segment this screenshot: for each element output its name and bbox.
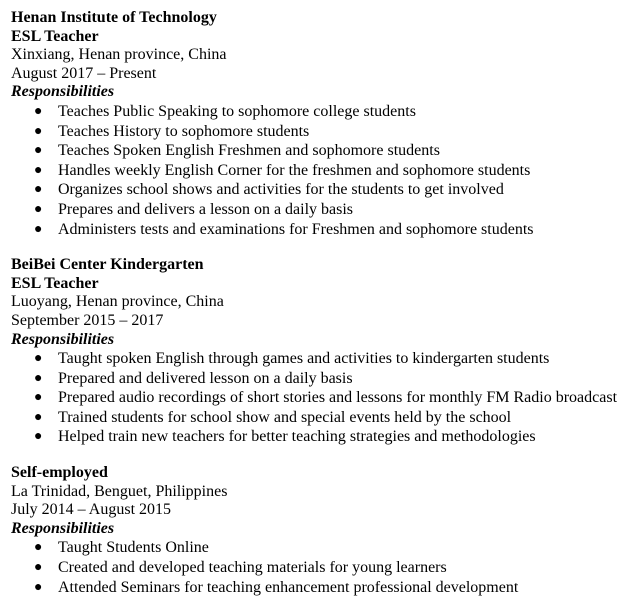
list-item [11,220,622,240]
bullet-icon: ● [34,221,43,237]
bullet-icon: ● [34,540,43,556]
job-location: Xinxiang, Henan province, China [11,46,227,64]
responsibility-text: Helped train new teachers for better teaching strategies and methodologies [58,428,536,446]
responsibility-text: Teaches Spoken English Freshmen and sophomore students [58,142,440,160]
responsibilities-list [11,538,622,597]
responsibility-text: Trained students for school show and special events held by the school [58,408,512,426]
job-dates: July 2014 – August 2015 [11,501,172,519]
bullet-icon: ● [34,351,43,367]
list-item [11,388,622,408]
bullet-icon: ● [34,390,43,406]
job-location: La Trinidad, Benguet, Philippines [11,482,228,500]
responsibility-text: Prepared and delivered lesson on a daily basis [58,369,353,387]
job-title: ESL Teacher [11,27,99,45]
list-item [11,538,622,558]
list-item [11,578,622,598]
responsibility-text: Taught Students Online [58,539,209,557]
list-item [11,161,622,181]
employer-name: Henan Institute of Technology [11,9,217,26]
responsibilities-heading: Responsibilities [11,330,115,348]
list-item [11,369,622,389]
bullet-icon: ● [34,143,43,159]
responsibility-text: Teaches History to sophomore students [58,122,310,140]
responsibilities-list [11,349,622,447]
employer-name: Self-employed [11,464,108,482]
job-entry-henan-institute [11,9,622,239]
list-item [11,102,622,122]
job-entry-beibei-kindergarten [11,256,622,447]
responsibility-text: Administers tests and examinations for Freshmen and sophomore students [58,220,534,238]
list-item [11,141,622,161]
responsibility-text: Teaches Public Speaking to sophomore college students [58,102,416,120]
list-item [11,427,622,447]
list-item [11,558,622,578]
job-location: Luoyang, Henan province, China [11,293,224,311]
responsibility-text: Prepared audio recordings of short stories and lessons for monthly FM Radio broadcast [58,389,618,407]
bullet-icon: ● [34,162,43,178]
list-item [11,200,622,220]
job-dates: September 2015 – 2017 [11,311,164,329]
list-item [11,122,622,142]
bullet-icon: ● [34,123,43,139]
bullet-icon: ● [34,560,43,576]
job-entry-self-employed [11,464,622,597]
bullet-icon: ● [34,409,43,425]
job-dates: August 2017 – Present [11,64,157,82]
bullet-icon: ● [34,182,43,198]
job-title: ESL Teacher [11,274,99,292]
employer-name: BeiBei Center Kindergarten [11,256,204,274]
bullet-icon: ● [34,429,43,445]
responsibility-text: Organizes school shows and activities for the students to get involved [58,181,504,199]
responsibility-text: Created and developed teaching materials for young learners [58,559,447,577]
bullet-icon: ● [34,370,43,386]
list-item [11,180,622,200]
bullet-icon: ● [34,579,43,595]
list-item [11,408,622,428]
responsibility-text: Attended Seminars for teaching enhancement professional development [58,578,519,596]
bullet-icon: ● [34,201,43,217]
responsibility-text: Handles weekly English Corner for the freshmen and sophomore students [58,161,531,179]
list-item [11,349,622,369]
responsibilities-list [11,102,622,239]
responsibilities-heading: Responsibilities [11,83,115,101]
responsibility-text: Prepares and delivers a lesson on a daily basis [58,200,354,218]
responsibilities-heading: Responsibilities [11,519,115,537]
bullet-icon: ● [34,103,43,119]
responsibility-text: Taught spoken English through games and activities to kindergarten students [58,350,550,368]
